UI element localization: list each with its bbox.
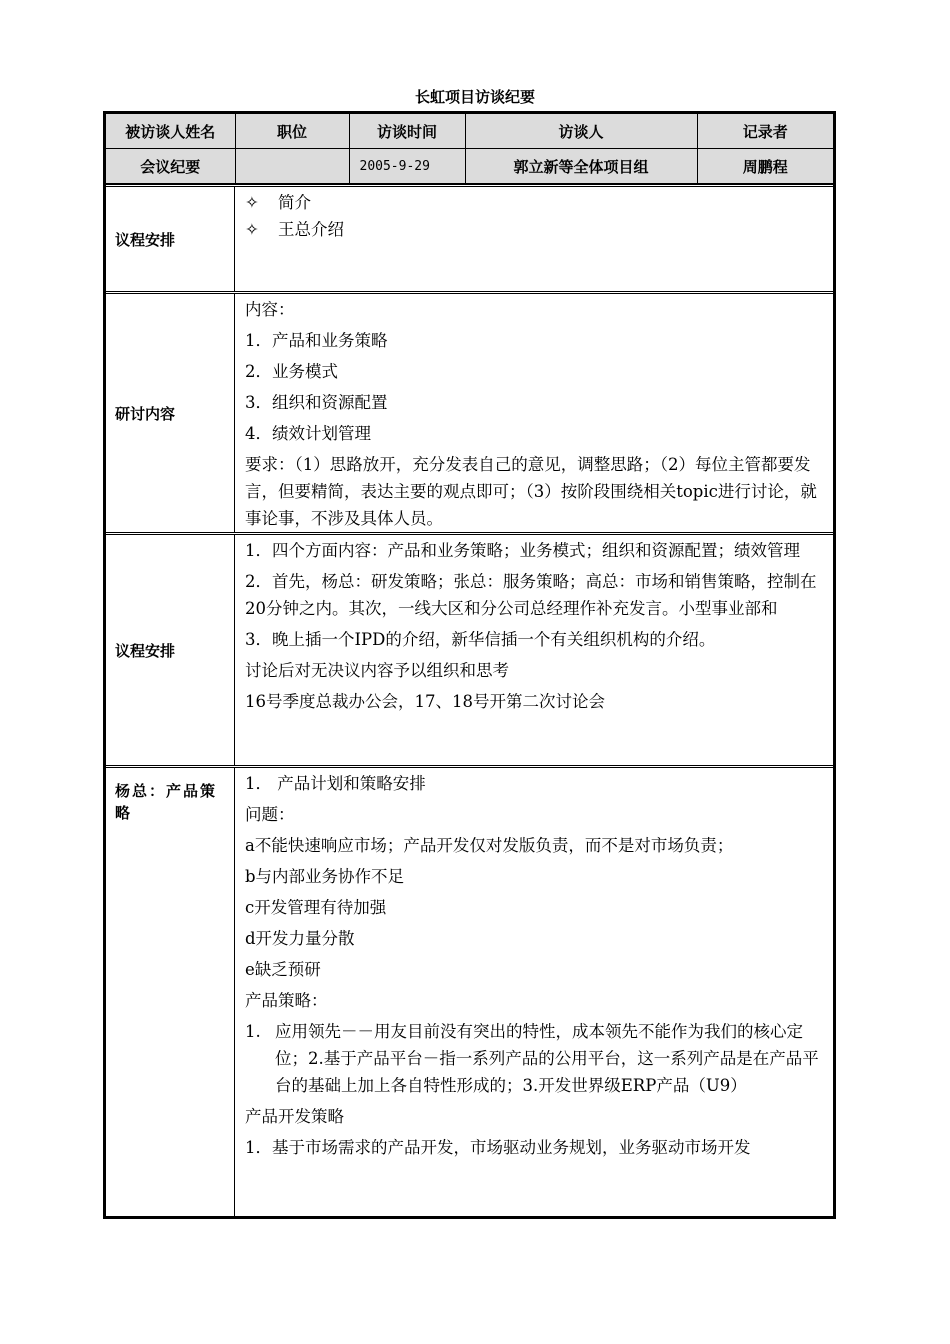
section-body: [235, 187, 833, 291]
header-table: [106, 114, 833, 184]
bullet-text: 简介: [278, 193, 311, 212]
strategy-text: 应用领先－－用友目前没有突出的特性，成本领先不能作为我们的核心定位；2.基于产品平台－指一系列产品的公用平台，这一系列产品是在产品平台的基础上加上各自特性形成的；3.开发世界级ERP产品（U9）: [275, 1022, 819, 1095]
section-product-strategy: [106, 765, 833, 1219]
info-date: 2005-9-29: [349, 149, 465, 184]
bullet-item: [245, 189, 823, 216]
header-interviewee: 被访谈人姓名: [106, 114, 235, 149]
issue-item: c开发管理有待加强: [245, 898, 387, 917]
bullet-text: 王总介绍: [278, 220, 344, 239]
issues-title: 问题：: [245, 805, 295, 824]
info-recorder: 周鹏程: [697, 149, 833, 184]
dev-strategy-item: 1．基于市场需求的产品开发，市场驱动业务规划，业务驱动市场开发: [245, 1138, 751, 1157]
content-line: 内容：: [245, 300, 295, 319]
content-line: 2．业务模式: [245, 362, 338, 381]
section-discussion: [106, 291, 833, 532]
content-line: 1．产品和业务策略: [245, 331, 388, 350]
diamond-star-icon: ✧: [245, 220, 259, 239]
content-line: 3．组织和资源配置: [245, 393, 388, 412]
section-body: [235, 294, 833, 532]
section-agenda-2: [106, 532, 833, 765]
section-agenda-1: [106, 184, 833, 291]
info-meeting-minutes: 会议纪要: [106, 149, 235, 184]
section-label: 杨总：产品策略: [106, 768, 235, 1216]
strategy-item: [245, 1018, 823, 1099]
plan-heading: 1． 产品计划和策略安排: [245, 774, 426, 793]
issue-item: a不能快速响应市场；产品开发仅对发版负责，而不是对市场负责；: [245, 836, 734, 855]
section-body: [235, 535, 833, 765]
issue-item: d开发力量分散: [245, 929, 355, 948]
issue-item: e缺乏预研: [245, 960, 321, 979]
diamond-star-icon: ✧: [245, 193, 259, 212]
agenda-paragraph: 讨论后对无决议内容予以组织和思考: [245, 661, 509, 680]
info-position: [235, 149, 349, 184]
document-title: 长虹项目访谈纪要: [414, 88, 535, 106]
section-label: 研讨内容: [106, 294, 235, 532]
dev-strategy-title: 产品开发策略: [245, 1107, 344, 1126]
issue-item: b与内部业务协作不足: [245, 867, 405, 886]
section-label: 议程安排: [106, 187, 235, 291]
agenda-paragraph: 16号季度总裁办公会，17、18号开第二次讨论会: [245, 692, 605, 711]
header-row: [106, 114, 833, 149]
section-body: [235, 768, 833, 1216]
requirements-text: 要求：（1）思路放开，充分发表自己的意见，调整思路；（2）每位主管都要发言，但要精简，表达主要的观点即可；（3）按阶段围绕相关topic进行讨论，就事论事，不涉及具体人员。: [245, 455, 817, 528]
header-time: 访谈时间: [349, 114, 465, 149]
strategy-title: 产品策略：: [245, 991, 328, 1010]
interview-table: [103, 111, 836, 1219]
strategy-number: 1.: [245, 1022, 261, 1041]
section-label: 议程安排: [106, 535, 235, 765]
info-interviewer: 郭立新等全体项目组: [465, 149, 697, 184]
info-row: [106, 149, 833, 184]
agenda-paragraph: 3．晚上插一个IPD的介绍，新华信插一个有关组织机构的介绍。: [245, 630, 716, 649]
header-interviewer: 访谈人: [465, 114, 697, 149]
content-line: 4．绩效计划管理: [245, 424, 371, 443]
bullet-item: [245, 216, 823, 243]
header-recorder: 记录者: [697, 114, 833, 149]
agenda-paragraph: 2．首先，杨总：研发策略；张总：服务策略；高总：市场和销售策略，控制在20分钟之内。其次，一线大区和分公司总经理作补充发言。小型事业部和: [245, 572, 817, 618]
agenda-paragraph: 1．四个方面内容：产品和业务策略；业务模式；组织和资源配置；绩效管理: [245, 541, 800, 560]
header-position: 职位: [235, 114, 349, 149]
